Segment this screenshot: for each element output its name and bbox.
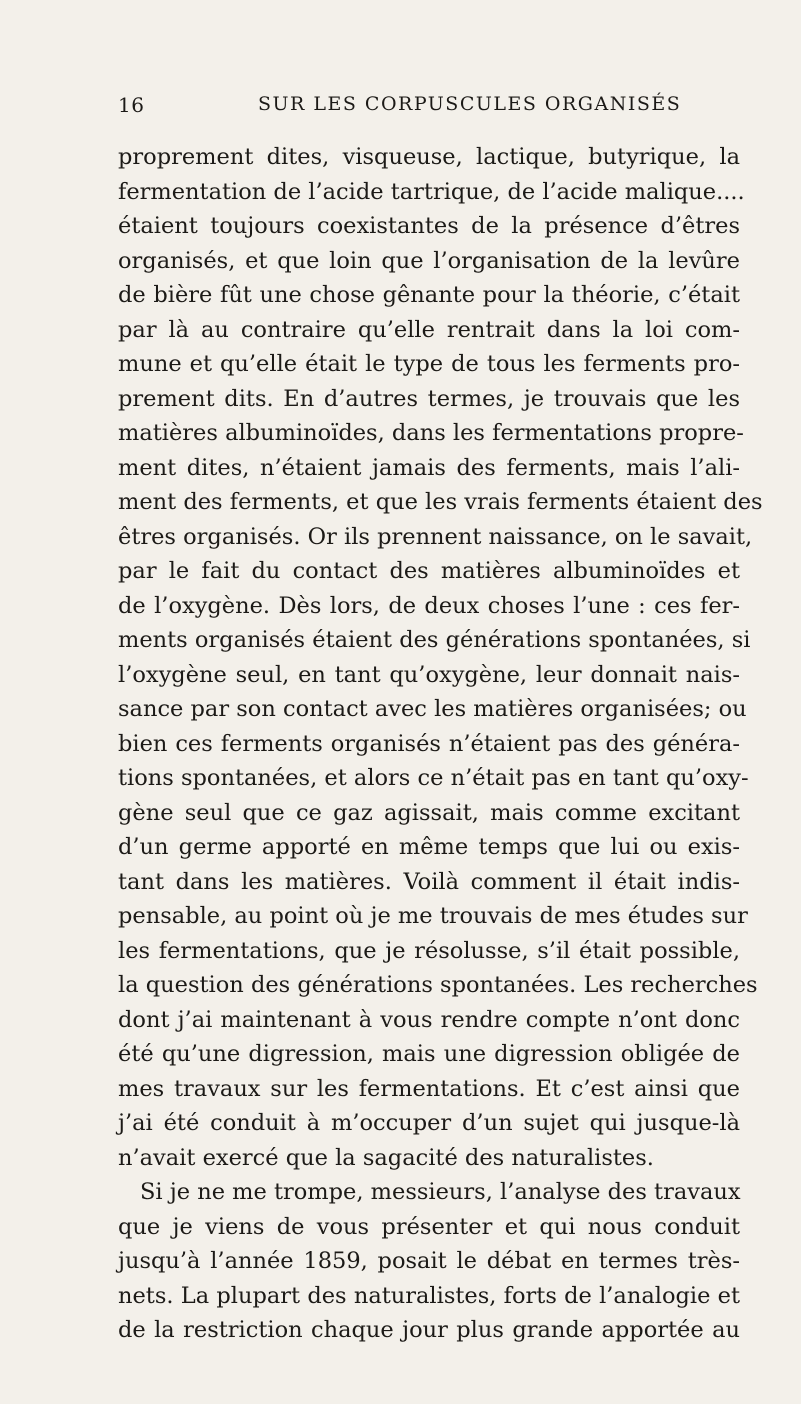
text-line: gène seul que ce gaz agissait, mais comme excitant [118,799,740,826]
text-line: étaient toujours coexistantes de la présence d’êtres [118,213,740,239]
text-line: prement dits. En d’autres termes, je trouvais que les [118,385,740,412]
text-line: n’avait exercé que la sagacité des naturalistes. [118,1144,654,1171]
text-line: ments organisés étaient des générations spontanées, si [118,627,751,653]
text-line: bien ces ferments organisés n’étaient pas des généra- [118,730,740,757]
text-line: l’oxygène seul, en tant qu’oxygène, leur donnait nais- [118,661,740,688]
text-line: mune et qu’elle était le type de tous les ferments pro- [118,351,740,377]
text-line: mes travaux sur les fermentations. Et c’est ainsi que [118,1075,740,1102]
text-line: d’un germe apporté en même temps que lui ou exis- [118,834,740,860]
text-line: matières albuminoïdes, dans les fermentations propre- [118,420,744,446]
text-line: ment des ferments, et que les vrais ferments étaient des [118,489,763,515]
text-line: fermentation de l’acide tartrique, de l’acide malique.... [118,178,745,205]
text-line: ment dites, n’étaient jamais des ferments, mais l’ali- [118,454,740,481]
running-head: SUR LES CORPUSCULES ORGANISÉS [258,93,682,115]
text-line: pensable, au point où je me trouvais de mes études sur [118,903,748,929]
page-header [118,93,738,123]
text-line: jusqu’à l’année 1859, posait le débat en termes très- [118,1248,740,1274]
text-line: été qu’une digression, mais une digression obligée de [118,1041,740,1067]
page-number: 16 [118,93,145,117]
text-line: nets. La plupart des naturalistes, forts de l’analogie et [118,1282,740,1309]
text-line: êtres organisés. Or ils prennent naissance, on le savait, [118,523,753,550]
body-text [118,140,763,1348]
text-line: tions spontanées, et alors ce n’était pas en tant qu’oxy- [118,765,749,791]
text-line: les fermentations, que je résolusse, s’il était possible, [118,937,740,964]
text-line: j’ai été conduit à m’occuper d’un sujet qui jusque-là [118,1110,740,1136]
text-line: de la restriction chaque jour plus grande apportée au [118,1317,740,1343]
text-line: de bière fût une chose gênante pour la théorie, c’était [118,282,740,308]
text-line: par là au contraire qu’elle rentrait dans la loi com- [118,316,740,343]
text-line: Si je ne me trompe, messieurs, l’analyse des travaux [140,1179,741,1205]
text-line: organisés, et que loin que l’organisation de la levûre [118,247,740,274]
text-line: par le fait du contact des matières albuminoïdes et [118,558,740,584]
text-line: que je viens de vous présenter et qui nous conduit [118,1213,740,1240]
text-line: proprement dites, visqueuse, lactique, butyrique, la [118,144,740,170]
text-line: la question des générations spontanées. Les recherches [118,972,758,998]
text-line: dont j’ai maintenant à vous rendre compte n’ont donc [118,1006,740,1033]
text-line: sance par son contact avec les matières organisées; ou [118,696,747,722]
text-line: de l’oxygène. Dès lors, de deux choses l’une : ces fer- [118,592,740,619]
text-line: tant dans les matières. Voilà comment il était indis- [118,868,740,895]
